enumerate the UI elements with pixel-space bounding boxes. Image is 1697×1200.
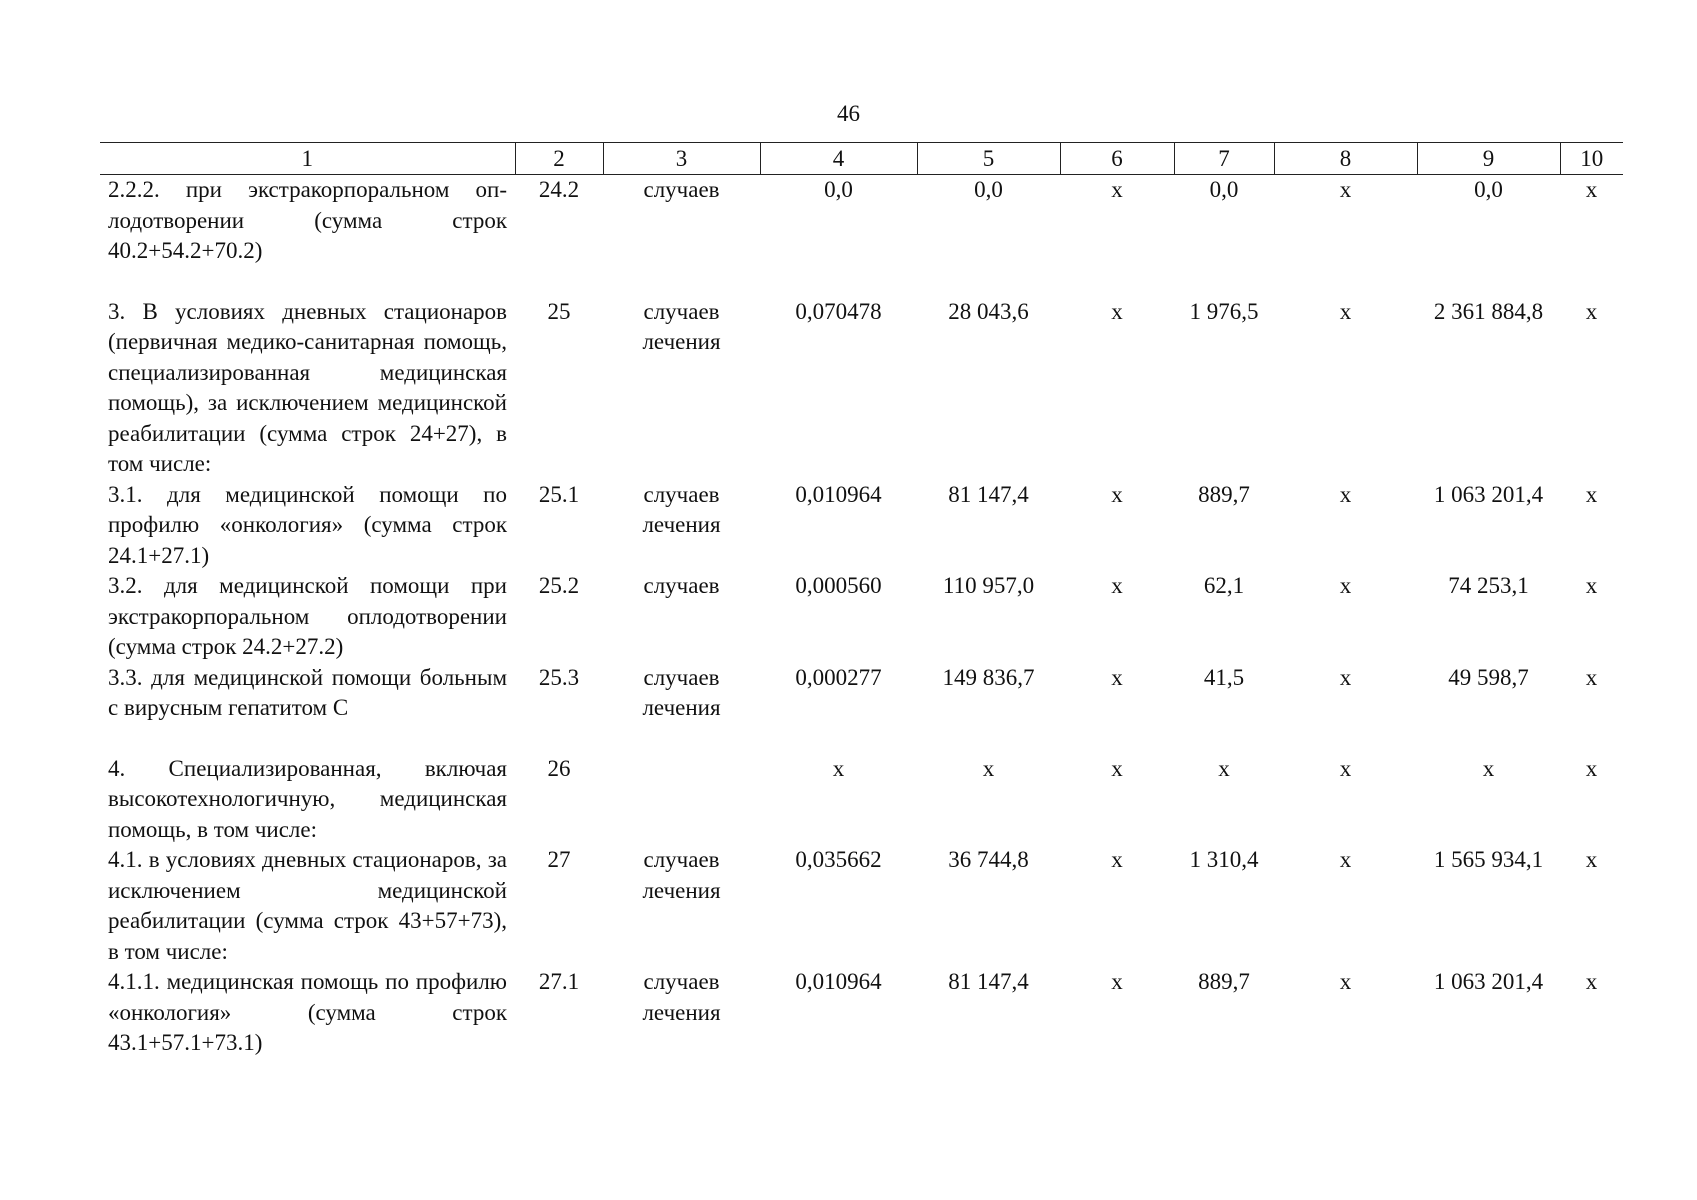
row-unit-cell: случаев [643, 177, 720, 202]
table-row [100, 724, 1623, 846]
value-cell: х [1111, 755, 1123, 781]
row-code-cell: 27.1 [538, 969, 580, 994]
row-unit-cell [603, 724, 760, 846]
value-cell: 74 253,1 [1448, 573, 1529, 598]
value-cell: 0,010964 [795, 969, 882, 994]
row-unit-cell: случаев лечения [642, 969, 721, 1025]
row-name-cell: 3.3. для медицинской помощи больным с вирусным гепатитом С [108, 664, 507, 720]
row-name-cell: 2.2.2. при экстракорпоральном оплодотворении (сумма строк 40.2+54.2+70.2) [108, 177, 507, 263]
value-cell: х [1111, 969, 1123, 994]
value-cell: х [1339, 847, 1352, 872]
header-row [100, 143, 1623, 175]
value-cell: 1 063 201,4 [1433, 481, 1544, 507]
value-cell: х [1585, 969, 1598, 994]
value-cell: х [982, 755, 995, 781]
row-unit-cell: случаев лечения [642, 481, 721, 537]
row-code-cell: 24.2 [538, 177, 580, 202]
table-row [100, 967, 1623, 1059]
row-name-cell: 3.2. для медицинской помощи при экстракорпоральном оплодотворении (сумма строк 24.2+27.2) [108, 573, 507, 659]
table-row [100, 480, 1623, 572]
value-cell: 1 976,5 [1189, 298, 1259, 324]
value-cell: 62,1 [1203, 573, 1245, 598]
value-cell: х [1111, 177, 1123, 202]
column-header: 8 [1274, 143, 1417, 175]
value-cell: х [1111, 481, 1123, 507]
row-code-cell: 25 [547, 298, 571, 324]
value-cell: 0,0 [1474, 177, 1503, 202]
value-cell: 81 147,4 [948, 969, 1029, 994]
value-cell: 0,0 [1209, 177, 1239, 202]
value-cell: х [1585, 573, 1598, 598]
value-cell: 28 043,6 [948, 298, 1029, 324]
value-cell: 1 310,4 [1189, 847, 1259, 872]
value-cell: 889,7 [1198, 481, 1250, 507]
value-cell: х [1339, 664, 1352, 690]
column-header: 5 [917, 143, 1060, 175]
row-code-cell: 25.3 [538, 664, 580, 690]
value-cell: х [1585, 755, 1598, 781]
value-cell: 0,0 [974, 177, 1003, 202]
page-number: 46 [837, 101, 860, 126]
row-unit-cell: случаев лечения [642, 298, 721, 354]
value-cell: х [1339, 298, 1352, 324]
value-cell: х [1339, 177, 1352, 202]
value-cell: х [1585, 664, 1598, 690]
value-cell: х [1339, 755, 1352, 781]
column-header: 1 [100, 143, 515, 175]
value-cell: 49 598,7 [1448, 664, 1529, 690]
table-row [100, 571, 1623, 663]
row-code-cell: 25.1 [538, 481, 580, 507]
value-cell: х [1482, 755, 1495, 781]
value-cell: 0,010964 [795, 481, 882, 507]
value-cell: 149 836,7 [942, 664, 1035, 690]
row-unit-cell: случаев [643, 573, 720, 598]
value-cell: х [1585, 481, 1598, 507]
column-header: 10 [1560, 143, 1623, 175]
table-row [100, 267, 1623, 480]
row-code-cell: 26 [547, 755, 571, 781]
value-cell: х [1111, 573, 1123, 598]
row-code-cell: 25.2 [538, 573, 580, 598]
value-cell: 1 565 934,1 [1433, 847, 1544, 872]
row-name-cell: 3. В условиях дневных стационаров (первичная медико-санитарная помощь, специализированная медицинская помощь), за исключением медицинской реабилитации (сумма строк 24+27), в том числе: [108, 298, 507, 476]
value-cell: х [1218, 755, 1230, 781]
row-unit-cell: случаев лечения [642, 847, 721, 903]
value-cell: х [1339, 573, 1352, 598]
value-cell: х [1585, 177, 1598, 202]
value-cell: 0,070478 [795, 298, 882, 324]
value-cell: 0,035662 [795, 847, 882, 872]
value-cell: х [1585, 847, 1598, 872]
value-cell: 0,0 [824, 177, 853, 202]
column-header: 6 [1060, 143, 1174, 175]
column-header: 7 [1174, 143, 1274, 175]
value-cell: 0,000560 [795, 573, 882, 598]
row-name-cell: 4.1.1. медицинская помощь по профилю «онкология» (сумма строк 43.1+57.1+73.1) [108, 969, 507, 1055]
table-row [100, 845, 1623, 967]
value-cell: 110 957,0 [942, 573, 1035, 598]
value-cell: х [1111, 847, 1123, 872]
value-cell: 889,7 [1198, 969, 1250, 994]
value-cell: х [1585, 298, 1598, 324]
column-header: 4 [760, 143, 917, 175]
row-name-cell: 4. Специализированная, включая высокотехнологичную, медицинская помощь, в том числе: [108, 755, 507, 842]
table-row [100, 175, 1623, 267]
value-cell: 0,000277 [795, 664, 882, 690]
value-cell: х [1339, 969, 1352, 994]
value-cell: х [1111, 664, 1123, 690]
row-name-cell: 3.1. для медицинской помощи по профилю «онкология» (сумма строк 24.1+27.1) [108, 481, 507, 568]
value-cell: 36 744,8 [948, 847, 1029, 872]
value-cell: 41,5 [1203, 664, 1245, 690]
value-cell: х [1339, 481, 1352, 507]
data-table [100, 142, 1623, 1059]
column-header: 2 [515, 143, 603, 175]
value-cell: 81 147,4 [948, 481, 1029, 507]
value-cell: 1 063 201,4 [1433, 969, 1544, 994]
value-cell: х [1111, 298, 1123, 324]
column-header: 3 [603, 143, 760, 175]
column-header: 9 [1417, 143, 1560, 175]
value-cell: 2 361 884,8 [1433, 298, 1544, 324]
value-cell: х [832, 755, 845, 781]
row-code-cell: 27 [547, 847, 571, 872]
row-name-cell: 4.1. в условиях дневных стационаров, за исключением медицинской реабилитации (сумма строк 43+57+73), в том числе: [108, 847, 507, 964]
table-row [100, 663, 1623, 724]
row-unit-cell: случаев лечения [642, 664, 721, 720]
